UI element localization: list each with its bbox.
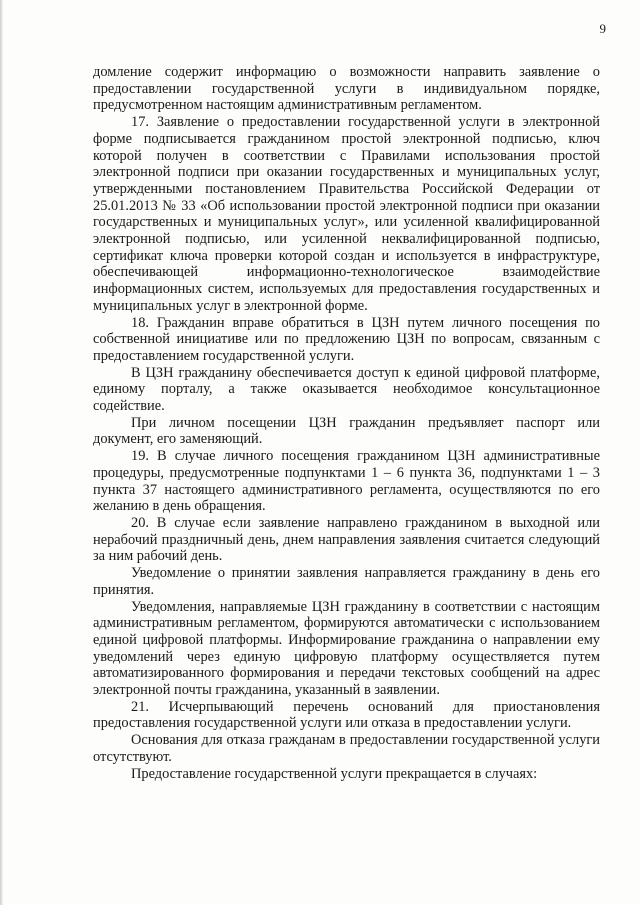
document-body <box>93 64 600 782</box>
paragraph-20-notifications: Уведомления, направляемые ЦЗН гражданину в соответствии с настоящим административным регламентом, формируются автоматически с использованием единой цифровой платформы. Информирование гражданина о направлении ему уведомлений через единую цифровую платформу осуществляется путем автоматизированного формирования и передачи текстовых сообщений на адрес электронной почты гражданина, указанный в заявлении. <box>93 598 600 699</box>
paragraph-20: 20. В случае если заявление направлено гражданином в выходной или нерабочий праздничный день, днем направления заявления считается следующий за ним рабочий день. <box>93 514 600 565</box>
paragraph-19: 19. В случае личного посещения гражданином ЦЗН административные процедуры, предусмотренные подпунктами 1 – 6 пункта 36, подпунктами 1 – 3 пункта 37 настоящего административного регламента, осуществляются по его желанию в день обращения. <box>93 448 600 515</box>
paragraph-18-passport: При личном посещении ЦЗН гражданин предъявляет паспорт или документ, его заменяющий. <box>93 414 600 448</box>
paragraph-18-access: В ЦЗН гражданину обеспечивается доступ к единой цифровой платформе, единому порталу, а также оказывается необходимое консультационное содействие. <box>93 364 600 415</box>
paragraph-18: 18. Гражданин вправе обратиться в ЦЗН путем личного посещения по собственной инициативе или по предложению ЦЗН по вопросам, связанным с предоставлением государственной услуги. <box>93 314 600 364</box>
paragraph-21-termination: Предоставление государственной услуги прекращается в случаях: <box>131 765 538 782</box>
paragraph-21: 21. Исчерпывающий перечень оснований для приостановления предоставления государственной услуги или отказа в предоставлении услуги. <box>93 698 600 732</box>
paragraph-21-no-grounds: Основания для отказа гражданам в предоставлении государственной услуги отсутствуют. <box>93 732 600 765</box>
paragraph-continuation: домление содержит информацию о возможности направить заявление о предоставлении государственной услуги в индивидуальном порядке, предусмотренном настоящим административным регламентом. <box>93 64 600 114</box>
paragraph-17: 17. Заявление о предоставлении государственной услуги в электронной форме подписывается гражданином простой электронной подписью, ключ которой получен в соответствии с Правилами использования простой электронной подписи при оказании государственных и муниципальных услуг, утвержденными постановлением Правительства Российской Федерации от 25.01.2013 № 33 «Об использовании простой электронной подписи при оказании государственных и муниципальных услуг», или усиленной квалифицированной электронной подписью, или усиленной неквалифицированной подписью, сертификат ключа проверки которой создан и используется в инфраструктуре, обеспечивающей информационно-технологическое взаимодействие информационных систем, используемых для предоставления государственных и муниципальных услуг в электронной форме. <box>93 114 600 314</box>
paragraph-20-notice: Уведомление о принятии заявления направляется гражданину в день его принятия. <box>93 565 600 598</box>
page-number: 9 <box>599 21 606 36</box>
page-edge-shadow <box>0 0 3 905</box>
